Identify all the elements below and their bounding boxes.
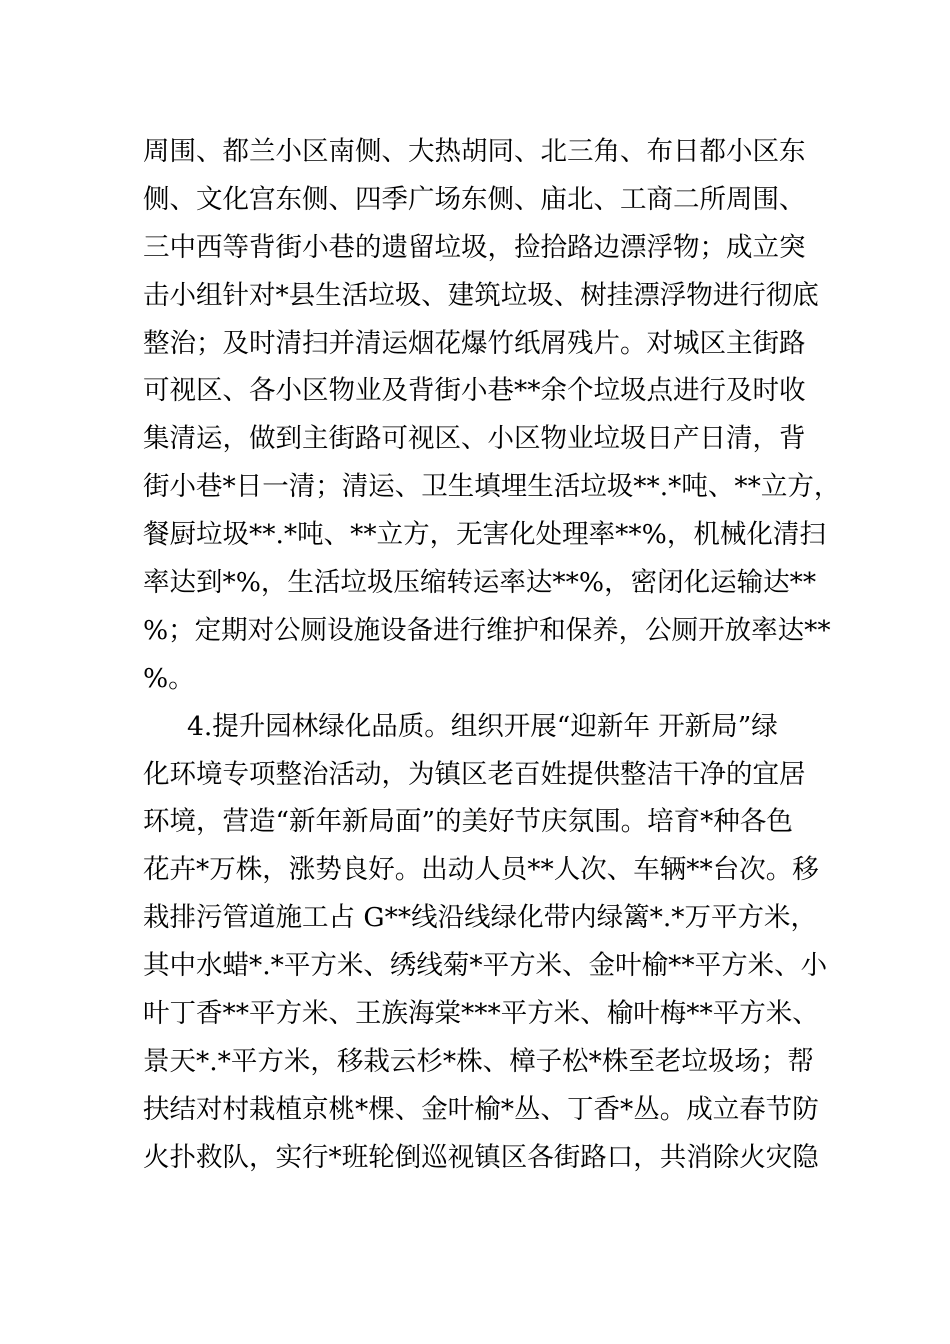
text-line: 三中西等背街小巷的遗留垃圾，捡拾路边漂浮物；成立突 [143,231,806,263]
body-text [143,128,841,1182]
text-line: 整治；及时清扫并清运烟花爆竹纸屑残片。对城区主街路 [143,327,806,359]
text-line: 击小组针对*县生活垃圾、建筑垃圾、树挂漂浮物进行彻底 [143,279,819,311]
text-line: 侧、文化宫东侧、四季广场东侧、庙北、工商二所周围、 [143,183,806,215]
text-line: 其中水蜡*.*平方米、绣线菊*平方米、金叶榆**平方米、小 [143,950,828,982]
text-line: 化环境专项整治活动，为镇区老百姓提供整洁干净的宜居 [143,758,806,790]
text-line: 集清运，做到主街路可视区、小区物业垃圾日产日清，背 [143,423,806,455]
text-line: 火扑救队，实行*班轮倒巡视镇区各街路口，共消除火灾隐 [143,1141,819,1173]
text-line: 栽排污管道施工占 G**线沿线绿化带内绿篱*.*万平方米， [143,902,818,934]
text-line: %；定期对公厕设施设备进行维护和保养，公厕开放率达** [143,614,831,646]
text-line: 街小巷*日一清；清运、卫生填埋生活垃圾**.*吨、**立方， [143,471,841,503]
text-line: %。 [143,662,195,694]
text-line: 花卉*万株，涨势良好。出动人员**人次、车辆**台次。移 [143,854,819,886]
text-line: 扶结对村栽植京桃*棵、金叶榆*丛、丁香*丛。成立春节防 [143,1093,819,1125]
text-line: 周围、都兰小区南侧、大热胡同、北三角、布日都小区东 [143,136,806,167]
text-line: 景天*.*平方米，移栽云杉*株、樟子松*株至老垃圾场；帮 [143,1045,814,1077]
text-line: 叶丁香**平方米、王族海棠***平方米、榆叶梅**平方米、 [143,998,819,1030]
text-line: 可视区、各小区物业及背街小巷**余个垃圾点进行及时收 [143,375,806,407]
section-heading-line: 4.提升园林绿化品质。组织开展“迎新年 开新局”绿 [187,710,778,742]
text-line: 率达到*%，生活垃圾压缩转运率达**%，密闭化运输达** [143,567,817,599]
text-line: 餐厨垃圾**.*吨、**立方，无害化处理率**%，机械化清扫 [143,519,826,551]
text-line: 环境，营造“新年新局面”的美好节庆氛围。培育*种各色 [143,806,793,838]
